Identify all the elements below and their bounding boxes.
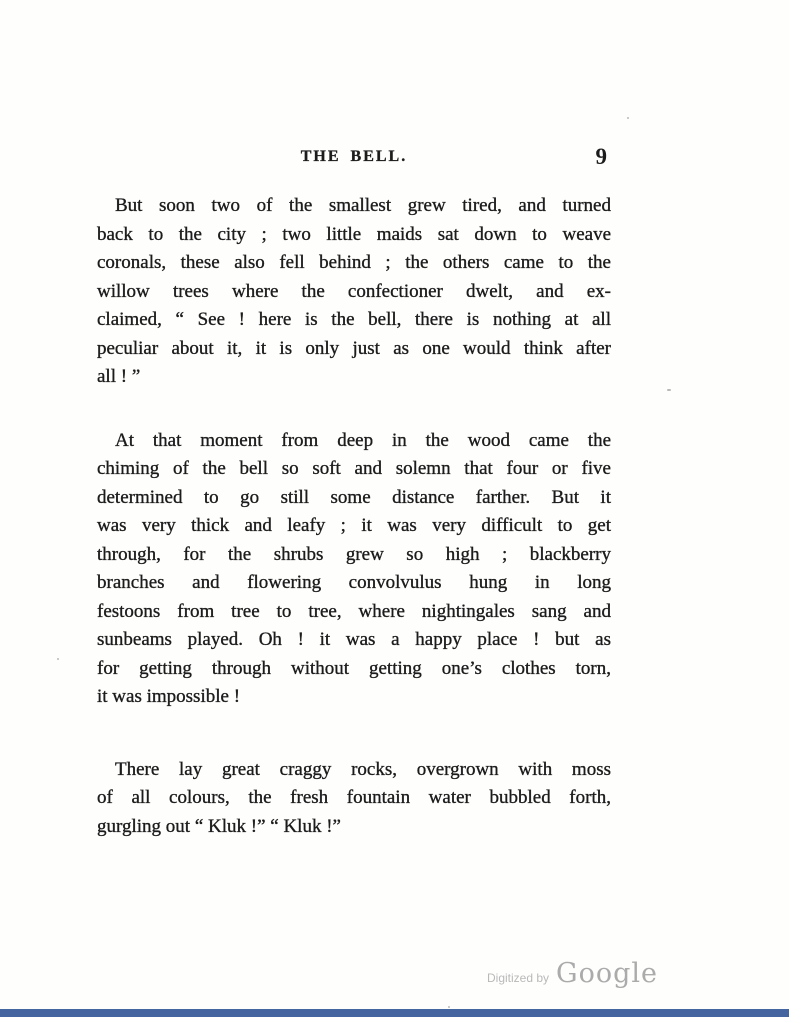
text-line: claimed, “ See ! here is the bell, there is nothing at all (97, 309, 611, 330)
text-line: it was impossible ! (97, 686, 241, 707)
scan-speck (627, 117, 629, 119)
text-line: sunbeams played. Oh ! it was a happy place ! but as (97, 629, 611, 650)
running-header: THE BELL. (300, 148, 408, 165)
footer-bar (0, 1009, 789, 1017)
scan-speck (448, 1006, 450, 1008)
watermark-text: Digitized by (487, 971, 550, 985)
text-line: But soon two of the smallest grew tired, and turned (115, 195, 611, 216)
text-line: gurgling out “ Kluk !” “ Kluk !” (97, 815, 341, 837)
text-line: willow trees where the confectioner dwelt, and ex- (97, 280, 611, 302)
text-line: festoons from tree to tree, where nightingales sang and (97, 600, 611, 622)
paragraph-3 (97, 756, 611, 842)
paragraph-1 (97, 192, 611, 392)
page-header (97, 144, 611, 174)
page-number: 9 (595, 144, 607, 169)
text-line: chiming of the bell so soft and solemn that four or five (97, 458, 611, 479)
paragraph-2 (97, 427, 611, 712)
text-line: coronals, these also fell behind ; the others came to the (97, 252, 611, 273)
text-line: At that moment from deep in the wood came the (115, 429, 611, 451)
text-line: through, for the shrubs grew so high ; blackberry (97, 543, 611, 565)
text-line: determined to go still some distance farther. But it (97, 486, 611, 508)
text-column (97, 144, 611, 841)
text-line: all ! ” (97, 366, 141, 387)
google-logo: Google (556, 958, 659, 989)
text-line: back to the city ; two little maids sat down to weave (97, 223, 611, 245)
text-line: for getting through without getting one’s clothes torn, (97, 657, 611, 679)
text-line: peculiar about it, it is only just as one would think after (97, 337, 611, 359)
digitized-watermark (487, 958, 658, 989)
text-line: of all colours, the fresh fountain water bubbled forth, (97, 787, 611, 808)
text-line: There lay great craggy rocks, overgrown with moss (115, 758, 611, 780)
scan-speck (57, 658, 59, 660)
text-line: branches and flowering convolvulus hung in long (97, 572, 611, 593)
scan-speck (667, 389, 671, 391)
text-line: was very thick and leafy ; it was very difficult to get (97, 515, 611, 536)
